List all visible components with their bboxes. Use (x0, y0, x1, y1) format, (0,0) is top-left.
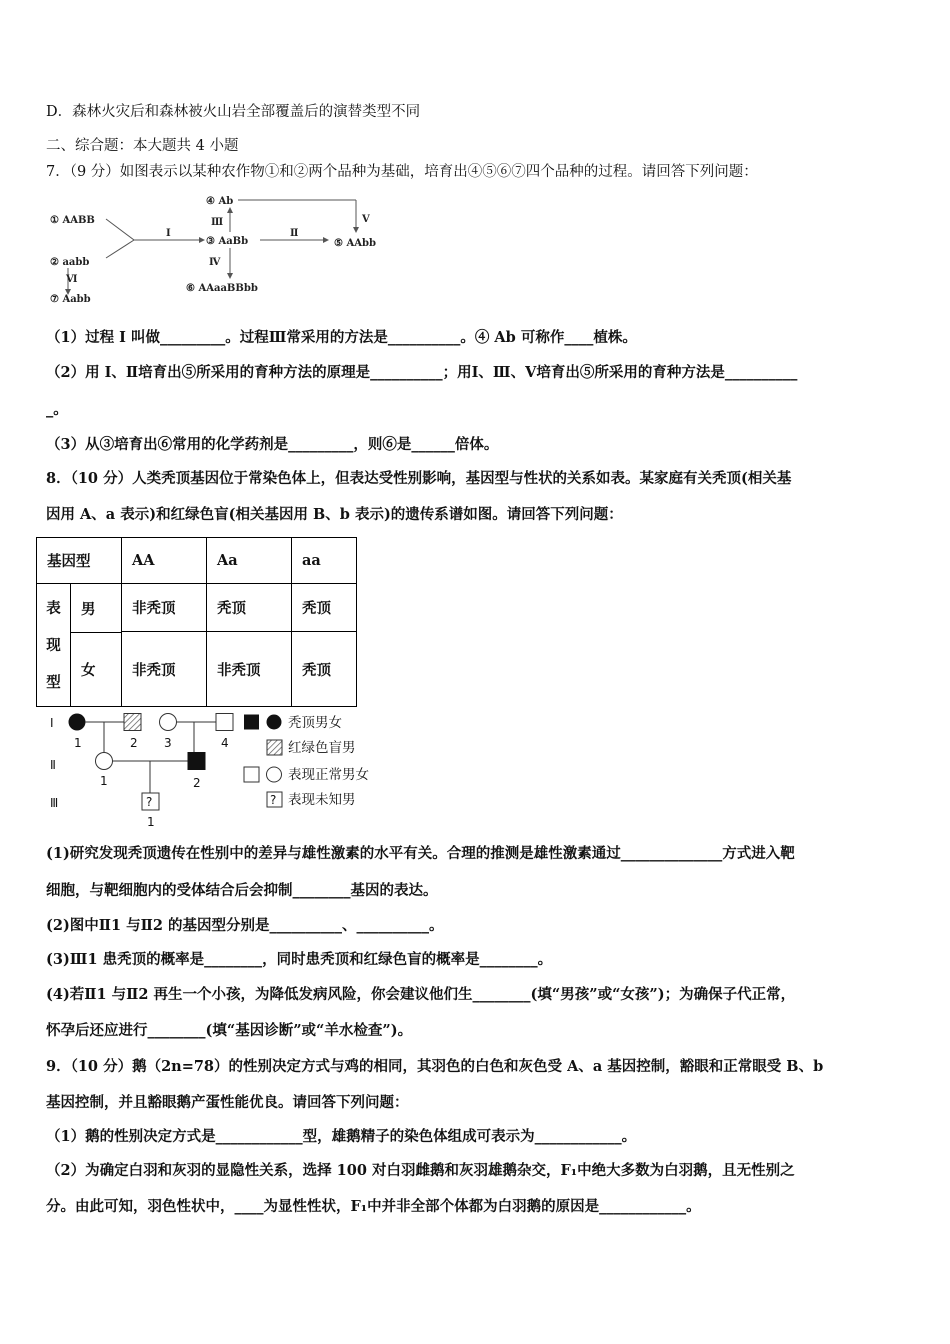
ii1-num: 1 (100, 774, 108, 788)
node-4: ④ Ab (206, 196, 234, 207)
legend-normal-female-icon (267, 767, 282, 782)
table-header: AA (122, 538, 207, 584)
table-header: 基因型 (37, 538, 122, 584)
process-3: Ⅲ (211, 217, 224, 228)
i4-num: 4 (221, 736, 229, 750)
i4-normal-male (216, 714, 233, 731)
table-header: Aa (207, 538, 292, 584)
i3-normal-female (160, 714, 177, 731)
i2-num: 2 (130, 736, 138, 750)
legend-bald-male-icon (244, 715, 259, 730)
process-5: V (362, 214, 370, 225)
table-cell: 非秃顶 (122, 632, 207, 707)
legend-bald-female-icon (267, 715, 282, 730)
q8-part-3: (3)Ⅲ1 患秃顶的概率是________，同时患秃顶和红绿色盲的概率是________。 (46, 951, 553, 968)
node-5: ⑤ AAbb (334, 238, 376, 249)
question-8: 8．（10 分）人类秃顶基因位于常染色体上，但表达受性别影响，基因型与性状的关系如表。某家庭有关秃顶(相关基 (46, 470, 792, 487)
legend-colorblind-icon (267, 740, 282, 755)
process-2: Ⅱ (290, 228, 299, 239)
node-7: ⑦ Aabb (50, 294, 91, 305)
q7-part-1: （1）过程 I 叫做_________。过程Ⅲ常采用的方法是__________。④ Ab 可称作____植株。 (46, 329, 637, 346)
q7-part-2: （2）用 I、Ⅱ培育出⑤所采用的育种方法的原理是__________；用Ⅰ、Ⅲ、Ⅴ培育出⑤所采用的育种方法是__________ (46, 364, 798, 381)
breeding-diagram (46, 192, 391, 310)
node-3: ③ AaBb (206, 236, 249, 247)
node-1: ① AABB (50, 215, 95, 226)
legend-2: 红绿色盲男 (288, 740, 356, 756)
q8-part-1: (1)研究发现秃顶遗传在性别中的差异与雄性激素的水平有关。合理的推测是雄性激素通过______________方式进入靶 (46, 845, 795, 862)
table-cell: 非秃顶 (122, 584, 207, 632)
table-cell: 秃顶 (292, 632, 357, 707)
i3-num: 3 (164, 736, 172, 750)
ii1-normal-female (96, 753, 113, 770)
q8-part-1-cont: 细胞，与靶细胞内的受体结合后会抑制________基因的表达。 (46, 882, 438, 899)
phenotype-label: 表 现 型 (37, 584, 71, 706)
gen-3-label: Ⅲ (50, 796, 59, 810)
legend-3: 表现正常男女 (288, 767, 369, 783)
genotype-table (36, 537, 357, 707)
iii1-num: 1 (147, 815, 155, 829)
legend-q: ? (270, 793, 277, 807)
q7-part-3: （3）从③培育出⑥常用的化学药剂是_________，则⑥是______倍体。 (46, 436, 499, 453)
option-d: D．森林火灾后和森林被火山岩全部覆盖后的演替类型不同 (46, 104, 421, 120)
q9-part-1: （1）鹅的性别决定方式是____________型，雄鹅精子的染色体组成可表示为____________。 (46, 1128, 637, 1145)
legend-4: 表现未知男 (288, 792, 356, 808)
gen-2-label: Ⅱ (50, 758, 56, 772)
q9-part-2-cont: 分。由此可知，羽色性状中，____为显性性状，F₁中并非全部个体都为白羽鹅的原因是____________。 (46, 1198, 701, 1215)
question-8-cont: 因用 A、a 表示)和红绿色盲(相关基因用 B、b 表示)的遗传系谱如图。请回答下列问题： (46, 506, 623, 523)
q8-part-2: (2)图中Ⅱ1 与Ⅱ2 的基因型分别是__________、__________。 (46, 917, 444, 934)
ii2-num: 2 (193, 776, 201, 790)
question-7: 7．（9 分）如图表示以某种农作物①和②两个品种为基础，培育出④⑤⑥⑦四个品种的过程。请回答下列问题： (46, 164, 758, 180)
legend-normal-male-icon (244, 767, 259, 782)
table-header: aa (292, 538, 357, 584)
iii1-question: ? (146, 795, 153, 809)
question-9-cont: 基因控制，并且豁眼鹅产蛋性能优良。请回答下列问题： (46, 1094, 409, 1111)
i1-num: 1 (74, 736, 82, 750)
q8-part-4: (4)若Ⅱ1 与Ⅱ2 再生一个小孩，为降低发病风险，你会建议他们生________(填“男孩”或“女孩”)；为确保子代正常， (46, 986, 796, 1003)
gen-1-label: Ⅰ (50, 716, 54, 730)
sex-male: 男 (71, 584, 121, 633)
sex-female: 女 (81, 662, 96, 679)
q7-part-2-cont: _。 (46, 401, 68, 418)
pedigree-chart (44, 707, 389, 833)
section-heading: 二、综合题：本大题共 4 小题 (46, 138, 239, 154)
q8-part-4-cont: 怀孕后还应进行________(填“基因诊断”或“羊水检查”)。 (46, 1022, 413, 1039)
ii2-bald-male (188, 753, 205, 770)
process-6: Ⅵ (66, 274, 78, 285)
legend-1: 秃顶男女 (288, 715, 342, 731)
q9-part-2: （2）为确定白羽和灰羽的显隐性关系，选择 100 对白羽雌鹅和灰羽雄鹅杂交，F₁中绝大多数为白羽鹅，且无性别之 (46, 1162, 795, 1179)
i2-colorblind-male (124, 714, 141, 731)
i1-bald-female (69, 714, 86, 731)
node-6: ⑥ AAaaBBbb (186, 283, 258, 294)
process-1: I (166, 228, 171, 239)
process-4: Ⅳ (209, 257, 221, 268)
table-cell: 秃顶 (207, 584, 292, 632)
question-9: 9．（10 分）鹅（2n=78）的性别决定方式与鸡的相同，其羽色的白色和灰色受 A、a 基因控制，豁眼和正常眼受 B、b (46, 1058, 824, 1075)
table-cell: 秃顶 (292, 584, 357, 632)
node-2: ② aabb (50, 257, 90, 268)
table-cell: 非秃顶 (207, 632, 292, 707)
